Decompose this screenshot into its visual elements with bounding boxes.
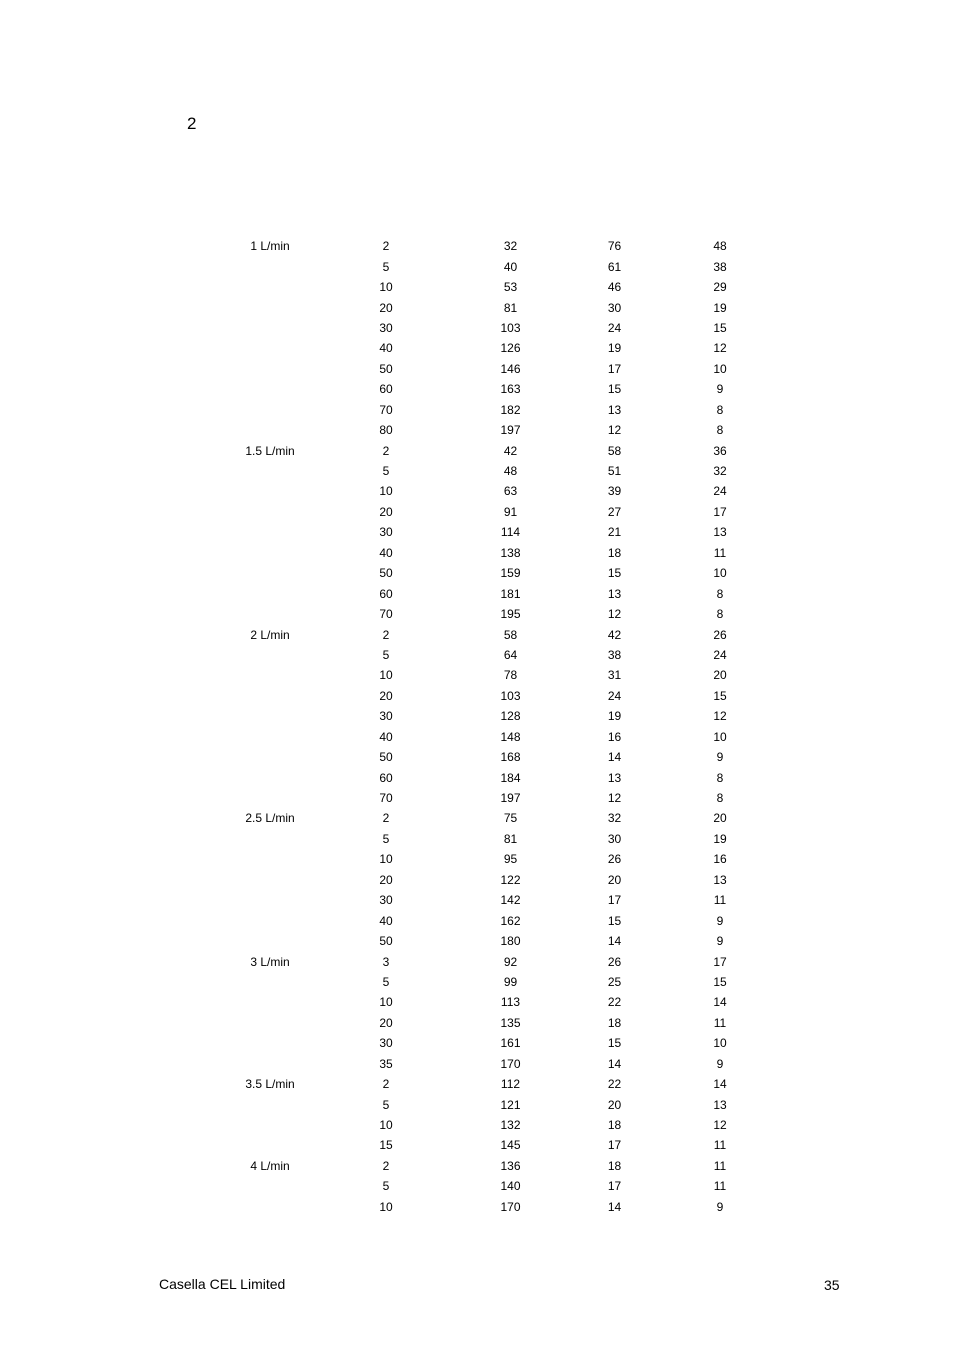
table-row (210, 1074, 790, 1094)
value-a-cell: 20 (379, 1015, 393, 1030)
flow-rate-cell (210, 1176, 330, 1196)
value-c-cell: 18 (607, 1015, 622, 1030)
value-b-cell: 99 (503, 974, 518, 989)
value-a-cell: 30 (379, 709, 393, 724)
value-c-cell: 17 (607, 1179, 622, 1194)
value-b-cell: 138 (500, 545, 521, 560)
value-b-cell: 132 (500, 1118, 521, 1133)
table-row (210, 665, 790, 685)
value-a-cell: 10 (379, 995, 393, 1010)
flow-rate-cell: 1.5 L/min (245, 443, 295, 458)
flow-rate-cell: 2.5 L/min (245, 811, 295, 826)
value-b-cell: 126 (500, 341, 521, 356)
flow-rate-cell (210, 1135, 330, 1155)
value-a-cell: 10 (379, 1199, 393, 1214)
value-b-cell: 140 (500, 1179, 521, 1194)
value-d-cell: 13 (713, 525, 727, 540)
value-c-cell: 25 (607, 974, 622, 989)
value-a-cell: 20 (379, 872, 393, 887)
flow-rate-cell (210, 481, 330, 501)
flow-rate-cell: 1 L/min (250, 239, 290, 254)
value-a-cell: 10 (379, 280, 393, 295)
value-d-cell: 8 (716, 791, 724, 806)
flow-rate-cell (210, 747, 330, 767)
value-b-cell: 145 (500, 1138, 521, 1153)
value-d-cell: 14 (713, 995, 727, 1010)
table-row (210, 543, 790, 563)
value-d-cell: 11 (713, 1015, 727, 1030)
table-row (210, 788, 790, 808)
table-row (210, 767, 790, 787)
value-a-cell: 35 (379, 1056, 393, 1071)
value-b-cell: 195 (500, 607, 521, 622)
flow-rate-cell (210, 890, 330, 910)
value-b-cell: 64 (503, 647, 518, 662)
value-a-cell: 30 (379, 525, 393, 540)
value-b-cell: 128 (500, 709, 521, 724)
flow-rate-cell (210, 522, 330, 542)
value-c-cell: 31 (607, 668, 622, 683)
value-c-cell: 39 (607, 484, 622, 499)
value-d-cell: 9 (716, 382, 724, 397)
value-a-cell: 60 (379, 382, 393, 397)
value-d-cell: 9 (716, 750, 724, 765)
value-c-cell: 14 (607, 1199, 622, 1214)
value-d-cell: 13 (713, 1097, 727, 1112)
value-d-cell: 11 (713, 1158, 727, 1173)
value-a-cell: 2 (382, 1077, 390, 1092)
value-d-cell: 29 (713, 280, 727, 295)
table-row (210, 502, 790, 522)
value-b-cell: 58 (503, 627, 518, 642)
table-row (210, 1135, 790, 1155)
value-b-cell: 168 (500, 750, 521, 765)
value-d-cell: 9 (716, 934, 724, 949)
value-a-cell: 5 (382, 464, 390, 479)
value-c-cell: 27 (607, 504, 622, 519)
value-d-cell: 12 (713, 1118, 727, 1133)
value-b-cell: 95 (503, 852, 518, 867)
value-c-cell: 24 (607, 688, 622, 703)
value-b-cell: 180 (500, 934, 521, 949)
footer-page-number: 35 (824, 1277, 840, 1293)
table-row (210, 972, 790, 992)
flow-rate-cell (210, 338, 330, 358)
value-d-cell: 15 (713, 688, 727, 703)
value-c-cell: 16 (607, 729, 622, 744)
flow-rate-cell (210, 359, 330, 379)
table-row (210, 870, 790, 890)
value-b-cell: 81 (503, 831, 518, 846)
value-b-cell: 92 (503, 954, 518, 969)
value-a-cell: 5 (382, 1097, 390, 1112)
value-a-cell: 2 (382, 627, 390, 642)
value-d-cell: 9 (716, 913, 724, 928)
value-d-cell: 12 (713, 341, 727, 356)
flow-rate-cell (210, 277, 330, 297)
value-d-cell: 24 (713, 484, 727, 499)
value-c-cell: 13 (607, 402, 622, 417)
table-row (210, 645, 790, 665)
value-c-cell: 15 (607, 382, 622, 397)
value-c-cell: 17 (607, 361, 622, 376)
flow-rate-cell (210, 645, 330, 665)
table-row (210, 400, 790, 420)
value-a-cell: 50 (379, 361, 393, 376)
value-b-cell: 53 (503, 280, 518, 295)
flow-rate-cell (210, 563, 330, 583)
flow-rate-cell (210, 461, 330, 481)
value-a-cell: 10 (379, 484, 393, 499)
flow-rate-cell (210, 665, 330, 685)
footer-company: Casella CEL Limited (159, 1276, 286, 1292)
value-d-cell: 8 (716, 607, 724, 622)
value-d-cell: 24 (713, 647, 727, 662)
flow-rate-cell (210, 972, 330, 992)
flow-rate-cell: 4 L/min (250, 1158, 290, 1173)
table-row (210, 277, 790, 297)
value-c-cell: 20 (607, 872, 622, 887)
value-c-cell: 13 (607, 770, 622, 785)
value-d-cell: 13 (713, 872, 727, 887)
value-b-cell: 121 (500, 1097, 521, 1112)
value-a-cell: 2 (382, 239, 390, 254)
table-row (210, 420, 790, 440)
value-b-cell: 122 (500, 872, 521, 887)
flow-rate-cell (210, 1033, 330, 1053)
table-row (210, 1054, 790, 1074)
value-a-cell: 5 (382, 974, 390, 989)
value-b-cell: 197 (500, 423, 521, 438)
value-c-cell: 20 (607, 1097, 622, 1112)
flow-rate-cell (210, 788, 330, 808)
value-a-cell: 50 (379, 750, 393, 765)
value-d-cell: 9 (716, 1199, 724, 1214)
value-a-cell: 2 (382, 443, 390, 458)
value-d-cell: 32 (713, 464, 727, 479)
flow-rate-cell (210, 318, 330, 338)
table-row (210, 338, 790, 358)
value-a-cell: 10 (379, 1118, 393, 1133)
value-c-cell: 15 (607, 566, 622, 581)
value-b-cell: 184 (500, 770, 521, 785)
value-b-cell: 161 (500, 1036, 521, 1051)
flow-data-table (210, 236, 790, 1217)
value-a-cell: 10 (379, 668, 393, 683)
value-a-cell: 40 (379, 545, 393, 560)
value-b-cell: 142 (500, 893, 521, 908)
value-a-cell: 2 (382, 811, 390, 826)
value-c-cell: 26 (607, 852, 622, 867)
table-row (210, 1197, 790, 1217)
value-a-cell: 30 (379, 893, 393, 908)
value-a-cell: 30 (379, 320, 393, 335)
value-c-cell: 18 (607, 1118, 622, 1133)
value-d-cell: 17 (713, 504, 727, 519)
value-d-cell: 11 (713, 1138, 727, 1153)
value-d-cell: 16 (713, 852, 727, 867)
value-b-cell: 32 (503, 239, 518, 254)
table-row (210, 624, 790, 644)
value-d-cell: 8 (716, 770, 724, 785)
flow-rate-cell (210, 910, 330, 930)
value-b-cell: 135 (500, 1015, 521, 1030)
table-row (210, 727, 790, 747)
value-a-cell: 60 (379, 586, 393, 601)
value-c-cell: 61 (607, 259, 622, 274)
flow-rate-cell (210, 706, 330, 726)
flow-rate-cell (210, 1013, 330, 1033)
value-b-cell: 182 (500, 402, 521, 417)
table-row (210, 359, 790, 379)
table-row (210, 1176, 790, 1196)
value-c-cell: 14 (607, 750, 622, 765)
table-row (210, 849, 790, 869)
value-d-cell: 17 (713, 954, 727, 969)
table-row (210, 808, 790, 828)
value-d-cell: 9 (716, 1056, 724, 1071)
table-row (210, 604, 790, 624)
flow-rate-cell (210, 379, 330, 399)
value-b-cell: 81 (503, 300, 518, 315)
value-c-cell: 18 (607, 1158, 622, 1173)
flow-rate-cell: 2 L/min (250, 627, 290, 642)
table-row (210, 890, 790, 910)
value-b-cell: 103 (500, 688, 521, 703)
value-c-cell: 14 (607, 1056, 622, 1071)
value-c-cell: 17 (607, 1138, 622, 1153)
value-d-cell: 8 (716, 586, 724, 601)
value-c-cell: 26 (607, 954, 622, 969)
flow-rate-cell: 3 L/min (250, 954, 290, 969)
value-c-cell: 12 (607, 607, 622, 622)
value-a-cell: 20 (379, 504, 393, 519)
value-b-cell: 78 (503, 668, 518, 683)
flow-rate-cell (210, 1197, 330, 1217)
value-a-cell: 3 (382, 954, 390, 969)
value-c-cell: 18 (607, 545, 622, 560)
value-d-cell: 19 (713, 831, 727, 846)
value-c-cell: 17 (607, 893, 622, 908)
value-b-cell: 148 (500, 729, 521, 744)
value-c-cell: 46 (607, 280, 622, 295)
table-row (210, 747, 790, 767)
value-a-cell: 5 (382, 1179, 390, 1194)
flow-rate-cell (210, 297, 330, 317)
value-a-cell: 5 (382, 647, 390, 662)
flow-rate-cell (210, 829, 330, 849)
value-a-cell: 70 (379, 791, 393, 806)
flow-rate-cell (210, 727, 330, 747)
value-d-cell: 11 (713, 545, 727, 560)
flow-rate-cell (210, 502, 330, 522)
value-d-cell: 15 (713, 320, 727, 335)
value-a-cell: 40 (379, 913, 393, 928)
flow-rate-cell (210, 1054, 330, 1074)
value-a-cell: 2 (382, 1158, 390, 1173)
value-b-cell: 91 (503, 504, 518, 519)
table-row (210, 379, 790, 399)
value-d-cell: 19 (713, 300, 727, 315)
value-a-cell: 80 (379, 423, 393, 438)
value-a-cell: 50 (379, 934, 393, 949)
table-row (210, 910, 790, 930)
value-d-cell: 26 (713, 627, 727, 642)
value-b-cell: 42 (503, 443, 518, 458)
value-c-cell: 21 (607, 525, 622, 540)
table-row (210, 461, 790, 481)
value-b-cell: 136 (500, 1158, 521, 1173)
value-d-cell: 15 (713, 974, 727, 989)
value-b-cell: 163 (500, 382, 521, 397)
value-b-cell: 181 (500, 586, 521, 601)
value-b-cell: 197 (500, 791, 521, 806)
value-b-cell: 170 (500, 1199, 521, 1214)
table-body (210, 236, 790, 1217)
value-a-cell: 20 (379, 688, 393, 703)
table-row (210, 256, 790, 276)
value-a-cell: 40 (379, 729, 393, 744)
value-b-cell: 113 (500, 995, 521, 1010)
value-c-cell: 58 (607, 443, 622, 458)
value-c-cell: 38 (607, 647, 622, 662)
value-a-cell: 60 (379, 770, 393, 785)
value-a-cell: 5 (382, 831, 390, 846)
value-d-cell: 14 (713, 1077, 727, 1092)
value-b-cell: 103 (500, 320, 521, 335)
table-row (210, 481, 790, 501)
value-c-cell: 51 (607, 464, 622, 479)
table-row (210, 931, 790, 951)
flow-rate-cell (210, 1115, 330, 1135)
value-a-cell: 10 (379, 852, 393, 867)
value-b-cell: 170 (500, 1056, 521, 1071)
table-row (210, 951, 790, 971)
value-c-cell: 15 (607, 913, 622, 928)
value-a-cell: 50 (379, 566, 393, 581)
value-b-cell: 114 (500, 525, 521, 540)
table-row (210, 236, 790, 256)
table-row (210, 1156, 790, 1176)
value-b-cell: 48 (503, 464, 518, 479)
value-d-cell: 20 (713, 668, 727, 683)
table-row (210, 1115, 790, 1135)
value-c-cell: 15 (607, 1036, 622, 1051)
value-c-cell: 14 (607, 934, 622, 949)
table-row (210, 440, 790, 460)
value-c-cell: 30 (607, 300, 622, 315)
value-b-cell: 63 (503, 484, 518, 499)
value-a-cell: 30 (379, 1036, 393, 1051)
table-row (210, 583, 790, 603)
flow-rate-cell (210, 992, 330, 1012)
value-c-cell: 22 (607, 1077, 622, 1092)
value-d-cell: 8 (716, 423, 724, 438)
table-row (210, 992, 790, 1012)
flow-rate-cell (210, 931, 330, 951)
value-a-cell: 40 (379, 341, 393, 356)
value-c-cell: 32 (607, 811, 622, 826)
flow-rate-cell (210, 767, 330, 787)
value-c-cell: 13 (607, 586, 622, 601)
flow-rate-cell (210, 1094, 330, 1114)
value-c-cell: 30 (607, 831, 622, 846)
value-d-cell: 11 (713, 893, 727, 908)
flow-rate-cell (210, 400, 330, 420)
flow-rate-cell (210, 686, 330, 706)
flow-rate-cell (210, 543, 330, 563)
value-d-cell: 38 (713, 259, 727, 274)
flow-rate-cell (210, 583, 330, 603)
value-d-cell: 10 (713, 1036, 727, 1051)
value-d-cell: 48 (713, 239, 727, 254)
value-c-cell: 12 (607, 791, 622, 806)
flow-rate-cell: 3.5 L/min (245, 1077, 295, 1092)
flow-rate-cell (210, 849, 330, 869)
value-b-cell: 159 (500, 566, 521, 581)
table-row (210, 686, 790, 706)
table-row (210, 1013, 790, 1033)
value-a-cell: 20 (379, 300, 393, 315)
value-c-cell: 22 (607, 995, 622, 1010)
value-d-cell: 10 (713, 361, 727, 376)
table-row (210, 1094, 790, 1114)
flow-rate-cell (210, 604, 330, 624)
value-c-cell: 42 (607, 627, 622, 642)
table-row (210, 318, 790, 338)
value-d-cell: 20 (713, 811, 727, 826)
value-d-cell: 10 (713, 566, 727, 581)
value-c-cell: 19 (607, 341, 622, 356)
value-c-cell: 76 (607, 239, 622, 254)
table-row (210, 297, 790, 317)
value-c-cell: 19 (607, 709, 622, 724)
value-d-cell: 8 (716, 402, 724, 417)
value-b-cell: 40 (503, 259, 518, 274)
value-b-cell: 112 (500, 1077, 521, 1092)
flow-rate-cell (210, 256, 330, 276)
table-row (210, 1033, 790, 1053)
flow-rate-cell (210, 870, 330, 890)
value-c-cell: 24 (607, 320, 622, 335)
value-c-cell: 12 (607, 423, 622, 438)
table-row (210, 829, 790, 849)
value-d-cell: 12 (713, 709, 727, 724)
value-a-cell: 15 (379, 1138, 393, 1153)
value-b-cell: 146 (500, 361, 521, 376)
value-d-cell: 36 (713, 443, 727, 458)
value-a-cell: 70 (379, 607, 393, 622)
value-a-cell: 5 (382, 259, 390, 274)
section-number: 2 (187, 114, 197, 133)
value-d-cell: 11 (713, 1179, 727, 1194)
value-d-cell: 10 (713, 729, 727, 744)
value-b-cell: 75 (503, 811, 518, 826)
value-a-cell: 70 (379, 402, 393, 417)
value-b-cell: 162 (500, 913, 521, 928)
table-row (210, 706, 790, 726)
flow-rate-cell (210, 420, 330, 440)
table-row (210, 522, 790, 542)
table-row (210, 563, 790, 583)
